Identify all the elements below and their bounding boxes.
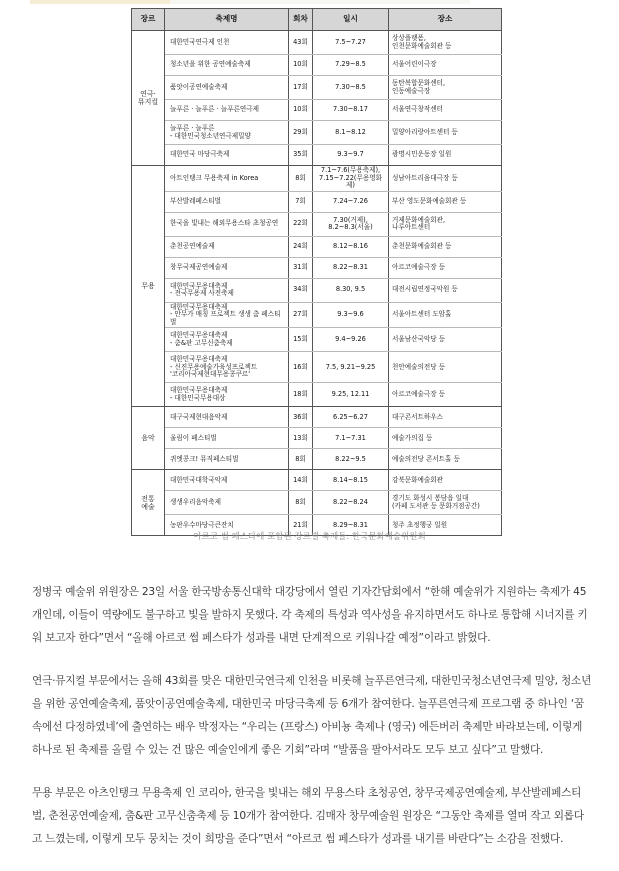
date-cell-line: 8.29~8.31 [333,520,368,529]
date-cell-line: 9.3~9.7 [337,150,364,159]
festival-name-cell-line: 늘푸른 · 늘푸른 [170,123,215,132]
table-row [132,407,502,428]
round-cell: 18회 [289,383,313,407]
festival-table [131,8,502,536]
date-cell [313,278,389,302]
place-cell-line: 서울아트센터 도암홀 [392,310,452,319]
date-cell-line: 7.30~8.5 [335,82,366,91]
place-cell-line: 아르코예술극장 등 [392,390,446,399]
festival-name-cell-line: 대한민국연극제 인천 [170,37,230,46]
table-row [132,470,502,491]
table-row [132,428,502,449]
round-cell: 21회 [289,515,313,536]
round-cell: 24회 [289,236,313,257]
genre-cell [132,407,165,470]
round-cell: 22회 [289,212,313,236]
festival-name-cell-line: 아트인탱크 무용축제 in Korea [170,173,259,182]
festival-name-cell-line: 대한민국무용대축제 [170,355,228,364]
festival-name-cell-line: 한국을 빛내는 해외무용스타 초청공연 [170,219,279,228]
round-cell: 36회 [289,407,313,428]
place-cell-line: 예술가의집 등 [392,433,433,442]
round-cell: 35회 [289,145,313,166]
place-cell [389,470,502,491]
place-cell-line: 인동예술극장 [392,86,431,95]
date-cell [313,166,389,192]
place-cell [389,76,502,100]
place-cell-line: 인천문화예술회관 등 [392,41,452,50]
festival-name-cell-line: 대구국제현대음악제 [170,412,228,421]
festival-name-cell [165,100,289,121]
place-cell [389,166,502,192]
date-cell-line: 7.24~7.26 [333,196,368,205]
table-row [132,31,502,55]
festival-name-cell-line: - 춤&판 고무신춤축제 [170,338,233,347]
table-row [132,278,502,302]
date-cell [313,100,389,121]
date-cell [313,55,389,76]
table-row [132,191,502,212]
date-cell [313,491,389,515]
genre-cell-line: 뮤지컬 [137,98,159,106]
festival-name-cell [165,121,289,145]
genre-cell-line: 연극· [140,89,156,98]
date-cell-line: 8.12~8.16 [333,241,368,250]
festival-name-cell [165,145,289,166]
date-cell [313,407,389,428]
table-row [132,236,502,257]
place-cell [389,145,502,166]
header-festival-name: 축제명 [165,9,289,31]
date-cell [313,352,389,383]
date-cell [313,470,389,491]
date-cell [313,383,389,407]
banner-segment [170,0,470,4]
header-date: 일시 [313,9,389,31]
date-cell-line: 8.22~8.31 [333,262,368,271]
place-cell-line: 상상플랫폼, [392,33,426,42]
article-paragraph: 정병국 예술위 위원장은 23일 서울 한국방송통신대학 대강당에서 열린 기자간담회에서 “한해 예술위가 지원하는 축제가 45개인데, 이들이 역량에도 불구하고 빛을 발하지 못했다. 각 축제의 특성과 역사성을 유지하면서도 하나로 통합해 시너지를 키워 보고자 한다”면서 “올해 아르코 썸 페스타가 성과를 내면 단계적으로 키워나갈 예정”이라고 밝혔다. [32,586,588,644]
festival-name-cell [165,278,289,302]
date-cell-line: 8.14~8.15 [333,475,368,484]
table-row [132,100,502,121]
table-row [132,166,502,192]
festival-name-cell [165,31,289,55]
round-cell: 31회 [289,257,313,278]
festival-name-cell-line: 청소년을 위한 공연예술축제 [170,60,251,69]
festival-name-cell-line: 퀴엣콩크! 뮤직페스티벌 [170,454,239,463]
table-row [132,328,502,352]
table-row [132,145,502,166]
date-cell [313,449,389,470]
place-cell [389,31,502,55]
article-paragraph: 무용 부문은 아츠인탱크 무용축제 인 코리아, 한국을 빛내는 해외 무용스타 초청공연, 창무국제공연예술제, 부산발레페스티벌, 춘천공연예술제, 춤&판 고무신춤축제 등 10개가 참여한다. 김매자 창무예술원 원장은 “그동안 축제를 열며 작고 외롭다고 느꼈는데, 이렇게 모두 뭉치는 것이 희망을 준다”면서 “아르코 썸 페스타가 성과를 내기를 바란다”는 소감을 전했다. [32,787,584,845]
place-cell [389,383,502,407]
article-body [32,581,592,871]
round-cell: 10회 [289,55,313,76]
round-cell: 34회 [289,278,313,302]
place-cell-line: 나루아트센터 [392,223,431,232]
place-cell-line: 아르코예술극장 등 [392,262,446,271]
round-cell: 14회 [289,470,313,491]
round-cell: 43회 [289,31,313,55]
round-cell: 27회 [289,302,313,328]
place-cell-line: (카페 도서관 등 문화거점공간) [392,501,480,510]
festival-name-cell [165,491,289,515]
festival-name-cell-line: - 안무가 매칭 프로젝트 생생 춤 페스티벌 [170,310,281,326]
place-cell [389,121,502,145]
place-cell [389,278,502,302]
table-header-row [132,9,502,31]
festival-name-cell-line: - 대한민국청소년연극제밀양 [170,131,251,140]
date-cell-line: 7.30(거제), [333,215,368,224]
genre-cell-line: 무용 [141,282,155,291]
festival-name-cell-line: 울림이 페스티벌 [170,433,217,442]
header-round: 회차 [289,9,313,31]
festival-name-cell-line: 춘천공연예술제 [170,241,215,250]
date-cell-line: 9.25, 12.11 [331,390,370,399]
place-cell-line: 대전시립연정국악원 등 [392,285,458,294]
date-cell-line: 7.15~7.22(무용영화제) [319,173,382,190]
date-cell-line: 7.30~8.17 [333,105,368,114]
place-cell-line: 밀양아리랑아트센터 등 [392,127,458,136]
date-cell-line: 9.4~9.26 [335,335,366,344]
date-cell [313,31,389,55]
festival-table-figure [131,8,501,536]
table-row [132,257,502,278]
place-cell-line: 거제문화예술회관, [392,215,446,224]
genre-cell [132,166,165,407]
festival-name-cell-line: 대한민국무용대축제 [170,281,228,290]
round-cell: 29회 [289,121,313,145]
place-cell [389,328,502,352]
festival-name-cell [165,383,289,407]
place-cell-line: 광명시민운동장 일원 [392,150,452,159]
festival-name-cell-line: 농판우수마당극큰잔치 [170,520,234,529]
round-cell: 8회 [289,166,313,192]
table-row [132,121,502,145]
date-cell-line: 6.25~6.27 [333,412,368,421]
place-cell-line: 경기도 화성시 봉담읍 일대 [392,494,469,503]
date-cell-line: 8.22~8.24 [333,498,368,507]
table-row [132,352,502,383]
place-cell [389,428,502,449]
date-cell-line: 7.1~7.31 [335,433,366,442]
place-cell-line: 서울남산국악당 등 [392,335,446,344]
festival-name-cell [165,428,289,449]
festival-name-cell [165,166,289,192]
place-cell [389,100,502,121]
table-row [132,55,502,76]
date-cell-line: 7.1~7.6(무용축제), [320,166,381,174]
date-cell [313,328,389,352]
festival-name-cell [165,191,289,212]
place-cell [389,55,502,76]
festival-name-cell-line: - 신진무용예술가육성프로젝트 [170,362,258,371]
festival-name-cell-line: 창무국제공연예술제 [170,262,228,271]
round-cell: 15회 [289,328,313,352]
round-cell: 7회 [289,191,313,212]
table-row [132,383,502,407]
festival-name-cell-line: '코리아국제현대무용콩쿠르' [170,370,251,379]
place-cell-line: 강북문화예술회관 [392,475,443,484]
place-cell [389,491,502,515]
festival-name-cell [165,55,289,76]
place-cell-line: 천안예술의전당 등 [392,362,446,371]
place-cell-line: 춘천문화예술회관 등 [392,241,452,250]
festival-name-cell-line: 대한민국무용대축제 [170,302,228,311]
date-cell [313,257,389,278]
festival-name-cell [165,407,289,428]
round-cell: 10회 [289,100,313,121]
date-cell [313,191,389,212]
place-cell [389,302,502,328]
festival-name-cell [165,449,289,470]
date-cell-line: 8.2~8.3(서울) [328,223,373,232]
place-cell [389,212,502,236]
round-cell: 17회 [289,76,313,100]
festival-name-cell-line: 부산발레페스티벌 [170,196,221,205]
header-genre: 장르 [132,9,165,31]
date-cell [313,76,389,100]
genre-cell [132,470,165,536]
place-cell-line: 동탄복합문화센터, [392,78,446,87]
place-cell-line: 서울어린이극장 [392,60,437,69]
header-place: 장소 [389,9,502,31]
festival-name-cell [165,257,289,278]
festival-name-cell-line: 생생우리음악축제 [170,498,221,507]
table-row [132,212,502,236]
date-cell-line: 8.1~8.12 [335,127,366,136]
festival-name-cell [165,212,289,236]
date-cell [313,428,389,449]
festival-name-cell-line: 대한민국 마당극축제 [170,150,230,159]
date-cell-line: 7.29~8.5 [335,60,366,69]
place-cell [389,449,502,470]
date-cell-line: 8.30, 9.5 [335,285,366,294]
festival-name-cell [165,328,289,352]
date-cell-line: 7.5, 9.21~9.25 [325,362,376,371]
festival-name-cell-line: 대한민국무용대축제 [170,386,228,395]
table-row [132,76,502,100]
article-paragraph: 연극·뮤지컬 부문에서는 올해 43회를 맞은 대한민국연극제 인천을 비롯해 늘푸른연극제, 대한민국청소년연극제 밀양, 청소년을 위한 공연예술축제, 품앗이공연예술축제, 대한민국 마당극축제 등 6개가 참여한다. 늘푸른연극제 프로그램 중 하나인 ‘꿈속에선 다정하였네’에 출연하는 배우 박정자는 “우리는 (프랑스) 아비뇽 축제나 (영국) 에든버러 축제만 바라보는데, 이렇게 하나로 된 축제를 올릴 수 있는 건 많은 예술인에게 좋은 기회”라며 “발품을 팔아서라도 모두 보고 싶다”고 말했다. [32,675,592,756]
date-cell [313,212,389,236]
festival-name-cell [165,352,289,383]
round-cell: 8회 [289,449,313,470]
table-row [132,491,502,515]
date-cell-line: 7.5~7.27 [335,37,366,46]
festival-name-cell [165,76,289,100]
place-cell-line: 청주 초정행궁 일원 [392,520,448,529]
genre-cell-line: 음악 [141,434,155,443]
place-cell-line: 서울연극창작센터 [392,105,443,114]
place-cell-line: 예술의전당 콘서트홀 등 [392,454,460,463]
festival-name-cell-line: 대한민국무용대축제 [170,331,228,340]
place-cell-line: 부산 영도문화예술회관 등 [392,196,467,205]
date-cell [313,302,389,328]
round-cell: 16회 [289,352,313,383]
table-row [132,302,502,328]
festival-name-cell-line: - 대한민국무용대상 [170,393,226,402]
round-cell: 8회 [289,491,313,515]
banner-segment [30,0,170,4]
date-cell [313,145,389,166]
top-banner-strip [0,0,619,4]
festival-name-cell-line: 품앗이공연예술축제 [170,82,228,91]
round-cell: 13회 [289,428,313,449]
festival-name-cell-line: 늘푸른 · 늘푸른 · 늘푸른연극제 [170,105,260,114]
date-cell [313,121,389,145]
genre-cell-line: 예술 [141,502,155,511]
place-cell-line: 성남아트리움대극장 등 [392,173,458,182]
place-cell [389,352,502,383]
genre-cell [132,31,165,166]
place-cell-line: 대구콘서트하우스 [392,412,443,421]
genre-cell-line: 전통 [141,494,155,503]
place-cell [389,236,502,257]
festival-name-cell [165,470,289,491]
image-caption: 아르코 썸 페스타에 포함된 장르별 축제들. 한국문화예술위원회 [193,532,426,542]
place-cell [389,407,502,428]
date-cell-line: 9.3~9.6 [337,310,364,319]
table-row [132,449,502,470]
date-cell-line: 8.22~9.5 [335,454,366,463]
festival-name-cell [165,302,289,328]
festival-name-cell [165,236,289,257]
festival-name-cell-line: 대한민국대학국악제 [170,475,228,484]
festival-name-cell-line: - 전국무용제 사전축제 [170,289,234,298]
place-cell [389,257,502,278]
place-cell [389,191,502,212]
date-cell [313,236,389,257]
